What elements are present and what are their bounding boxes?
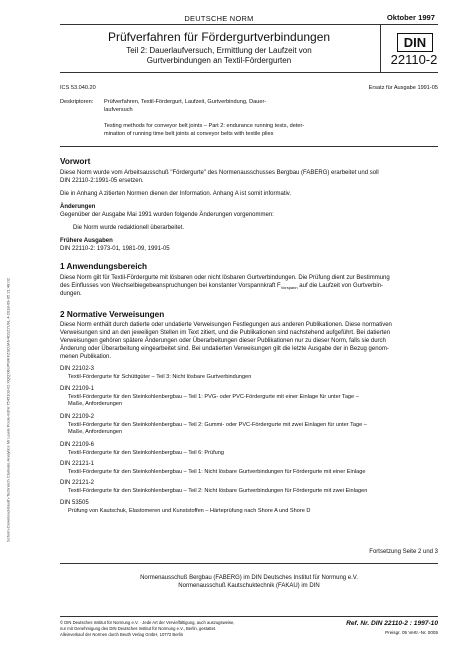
download-stamp-text: Schorn-Download-Beuth-Technisch Clarivate Analytics Mr Lewis Poole-KdNr.7545103-ID.XQQXBUPWKFZSDJAN4O1Z7U9L.4-2018-09-05 21:48:02 <box>5 278 11 542</box>
section2-line2: Verweisungen sind an den jeweiligen Stellen im Text zitiert, und die Publikationen sind nachstehend aufgeführt. Bei datierten <box>60 330 391 336</box>
ref-desc: Prüfung von Kautschuk, Elastomeren und Kunststoffen – Härteprüfung nach Shore A und Shore D <box>68 507 311 514</box>
section1-line3: dungen. <box>60 291 82 297</box>
header-rule-top <box>60 24 438 25</box>
committee-line-1: Normenausschuß Bergbau (FABERG) im DIN Deutsches Institut für Normung e.V. <box>140 575 358 581</box>
vorwort-p2: Die in Anhang A zitierten Normen dienen der Information. Anhang A ist somit informativ. <box>60 191 292 197</box>
continuation-note: Fortsetzung Seite 2 und 3 <box>369 549 438 555</box>
english-title-1: Testing methods for conveyor belt joints – Part 2: endurance running tests, deter- <box>104 123 305 129</box>
din-logo: DIN <box>397 33 433 52</box>
section1-line2 <box>60 283 383 292</box>
section1-line2-end: auf die Laufzeit von Gurtverbin- <box>297 283 383 289</box>
ref-code: DIN 22109-2 <box>60 414 95 420</box>
vorwort-heading: Vorwort <box>60 157 91 166</box>
ref-number: Ref. Nr. DIN 22110-2 : 1997-10 <box>346 620 438 627</box>
ersatz-note: Ersatz für Ausgabe 1991-05 <box>368 85 438 91</box>
section2-line5: menen Publikation. <box>60 354 112 360</box>
ref-desc: Textil-Fördergurte für Schüttgüter – Teil 3: Nicht lösbare Gurtverbindungen <box>68 373 252 380</box>
ref-code: DIN 22109-6 <box>60 442 95 448</box>
ref-desc: Textil-Fördergurte für den Steinkohlenbergbau – Teil 1: Nicht lösbare Gurtverbindungen für Fördergurte mit einer Einlage <box>68 468 366 475</box>
ref-din-22102-3 <box>60 366 251 381</box>
meta-rule <box>60 146 438 147</box>
section2-line3: Verweisungen gehören spätere Änderungen oder Überarbeitungen dieser Publikationen nur zu dieser Norm, falls sie durch <box>60 338 386 344</box>
ref-desc: Textil-Fördergurte für den Steinkohlenbergbau – Teil 6: Prüfung <box>68 449 224 456</box>
header-rule-bottom <box>60 72 438 73</box>
ref-code: DIN 22121-1 <box>60 461 95 467</box>
descriptor-label: Deskriptoren: <box>60 99 94 105</box>
committee-line-2: Normenausschuß Kautschuktechnik (FAKAU) im DIN <box>178 583 320 589</box>
date: Oktober 1997 <box>386 13 435 22</box>
ref-desc: Textil-Fördergurte für den Steinkohlenbergbau – Teil 2: Nicht lösbare Gurtverbindungen für Fördergurte mit zwei Einlagen <box>68 487 368 494</box>
descriptors: Prüfverfahren, Textil-Fördergurt, Laufzeit, Gurtverbindung, Dauer- <box>104 99 267 105</box>
copyright-line-1: © DIN Deutsches Institut für Normung e.V. · Jede Art der Vervielfältigung, auch auszugsweise, <box>60 620 235 625</box>
fruehere-heading: Frühere Ausgaben <box>60 238 113 244</box>
copyright-line-3: Alleinverkauf der Normen durch Beuth Verlag GmbH, 10772 Berlin <box>60 632 184 637</box>
section2-line4: Änderung oder Überarbeitung eingearbeitet sind. Bei undatierten Verweisungen gilt die letzte Ausgabe der in Bezug genom- <box>60 346 389 352</box>
ref-din-22109-6 <box>60 442 224 457</box>
subtitle-2: Gurtverbindungen an Textil-Fördergurten <box>146 56 292 65</box>
ref-din-22121-1 <box>60 461 365 476</box>
continuation-rule <box>60 563 438 564</box>
section2-heading: 2 Normative Verweisungen <box>60 310 165 319</box>
page-title: Prüfverfahren für Fördergurtverbindungen <box>107 30 331 44</box>
ref-din-53505 <box>60 500 310 515</box>
ref-code: DIN 22121-2 <box>60 480 95 486</box>
ref-desc-cont: Maße, Anforderungen <box>68 400 123 407</box>
ics-code: ICS 53.040.20 <box>60 85 96 91</box>
aenderungen-item: Die Norm wurde redaktionell überarbeitet. <box>73 225 185 231</box>
ref-code: DIN 22109-1 <box>60 386 95 392</box>
download-stamp <box>3 175 13 645</box>
ref-desc-cont: Maße, Anforderungen <box>68 428 123 435</box>
aenderungen-text: Gegenüber der Ausgabe Mai 1991 wurden folgende Änderungen vorgenommen: <box>60 212 274 218</box>
vorwort-p1b: DIN 22110-2:1991-05 ersetzen. <box>60 178 144 184</box>
section1-line2-text: des Einflusses von Wechselbiegebeanspruchungen bei konstanter Vorspannkraft F <box>60 283 281 289</box>
english-title-2: mination of running time belt joints at conveyor belts with textile plies <box>104 131 274 137</box>
price-group: Preisgr. 05 Vertr.-Nr. 0005 <box>385 630 438 635</box>
subtitle-1: Teil 2: Dauerlaufversuch, Ermittlung der Laufzeit von <box>126 46 312 55</box>
section1-line2-sub: Vorspann <box>280 285 298 291</box>
section1-line1: Diese Norm gilt für Textil-Fördergurte mit lösbaren oder nicht lösbaren Gurtverbindungen. Die Prüfung dient zur Bestimmung <box>60 275 390 281</box>
ref-din-22109-1 <box>60 386 359 408</box>
ref-din-22121-2 <box>60 480 367 495</box>
aenderungen-heading: Änderungen <box>60 204 96 210</box>
copyright-line-2: nur mit Genehmigung des DIN Deutsches Institut für Normung e.V., Berlin, gestattet. <box>60 626 217 631</box>
norm-label: DEUTSCHE NORM <box>184 14 254 23</box>
din-number: 22110-2 <box>390 52 438 67</box>
fruehere-text: DIN 22110-2: 1973-01, 1981-09, 1991-05 <box>60 246 170 252</box>
ref-desc: Textil-Fördergurte für den Steinkohlenbergbau – Teil 2: Gummi- oder PVC-Fördergurte mit zwei Einlagen für unter Tage – <box>68 421 367 428</box>
vorwort-p1: Diese Norm wurde vom Arbeitsausschuß "Fördergurte" des Normenausschusses Bergbau (FABERG) erarbeitet und soll <box>60 170 379 176</box>
ref-code: DIN 22102-3 <box>60 366 95 372</box>
header-divider <box>380 24 381 72</box>
footer-rule <box>60 616 438 617</box>
section1-heading: 1 Anwendungsbereich <box>60 262 148 271</box>
section2-line1: Diese Norm enthält durch datierte oder undatierte Verweisungen Festlegungen aus anderen Publikationen. Diese normativen <box>60 322 392 328</box>
ref-din-22109-2 <box>60 414 367 436</box>
ref-code: DIN 53505 <box>60 500 89 506</box>
descriptors-cont: laufversuch <box>104 107 133 113</box>
ref-desc: Textil-Fördergurte für den Steinkohlenbergbau – Teil 1: PVG- oder PVC-Fördergurte mit einer Einlage für unter Tage – <box>68 393 359 400</box>
